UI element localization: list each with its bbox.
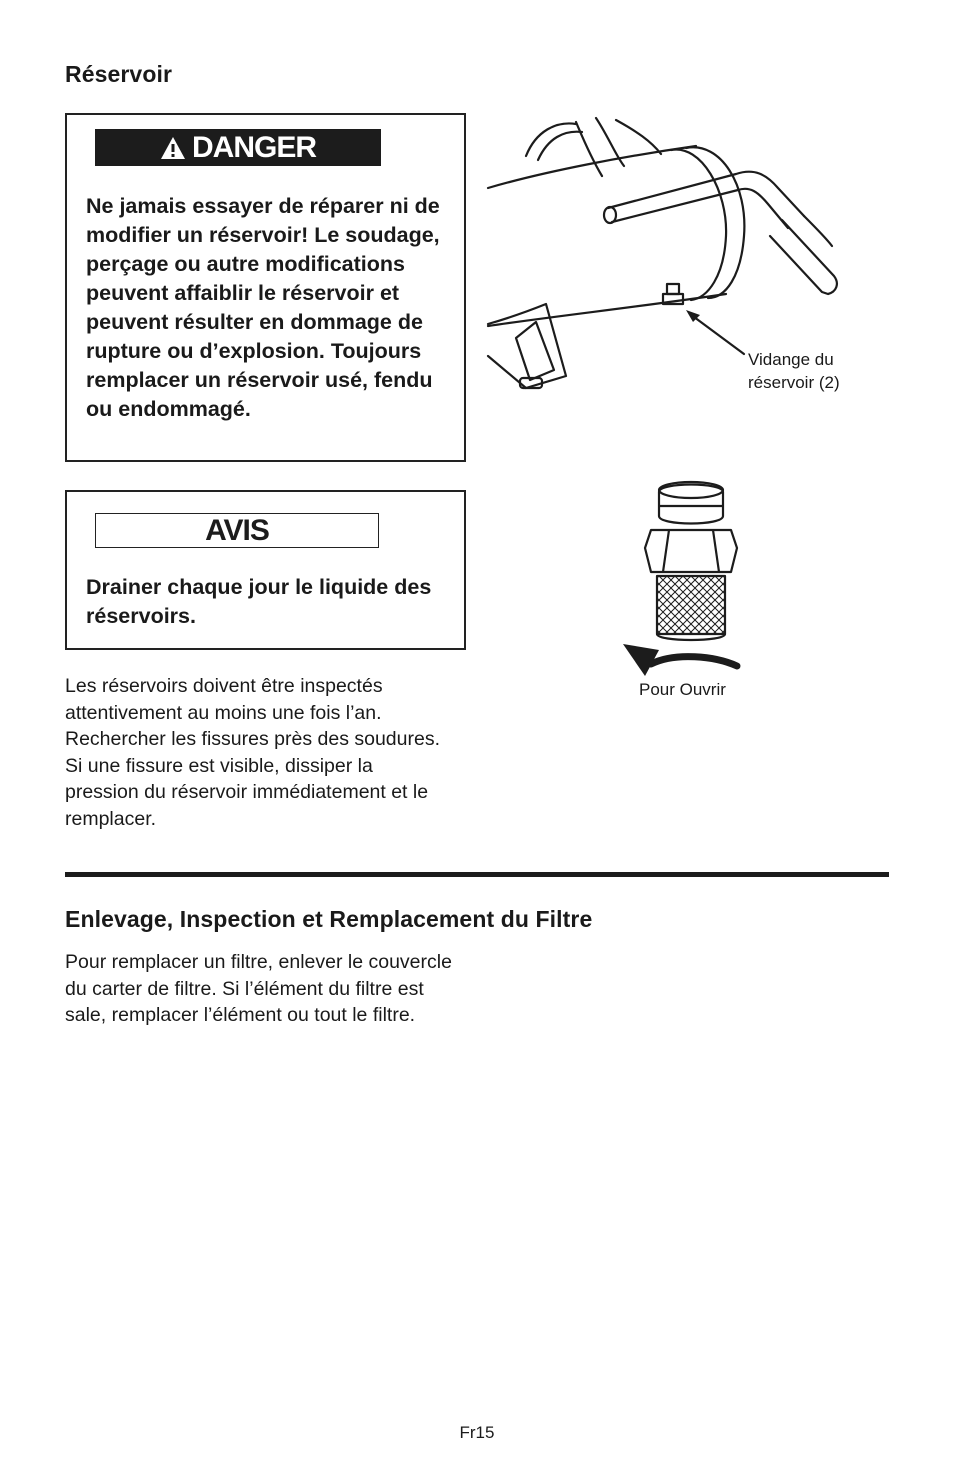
avis-text: Drainer chaque jour le liquide des réservoirs. bbox=[86, 575, 432, 628]
danger-text: Ne jamais essayer de réparer ni de modifier un réservoir! Le soudage, perçage ou autre modifications peuvent affaiblir le réservoir et peuvent résulter en dommage de rupture ou d’explosion. Toujours remplacer un réservoir usé, fendu ou endommagé. bbox=[86, 194, 440, 421]
callout-drain-label bbox=[748, 348, 840, 394]
callout-drain-line1: Vidange du bbox=[748, 350, 834, 369]
danger-box bbox=[65, 113, 466, 462]
callout-open-label: Pour Ouvrir bbox=[639, 680, 726, 699]
drain-valve-illustration bbox=[615, 476, 755, 686]
danger-label-bar bbox=[95, 129, 381, 166]
danger-label: DANGER bbox=[191, 130, 316, 164]
warning-triangle-icon bbox=[160, 136, 186, 160]
callout-drain-line2: réservoir (2) bbox=[748, 373, 840, 392]
reservoir-body-text: Les réservoirs doivent être inspectés attentivement au moins une fois l’an. Rechercher les fissures près des soudures. Si une fissure est visible, dissiper la pression du réservoir immédiatement et le remplacer. bbox=[65, 675, 441, 830]
avis-box bbox=[65, 490, 466, 650]
page-number: Fr15 bbox=[459, 1423, 495, 1442]
section-divider bbox=[65, 872, 889, 877]
section-heading-reservoir: Réservoir bbox=[65, 61, 173, 87]
section-heading-filter: Enlevage, Inspection et Remplacement du Filtre bbox=[65, 906, 593, 932]
filter-body-text: Pour remplacer un filtre, enlever le couvercle du carter de filtre. Si l’élément du filtre est sale, remplacer l’élément ou tout le filtre. bbox=[65, 951, 452, 1026]
avis-label: AVIS bbox=[205, 513, 269, 547]
avis-label-bar bbox=[95, 513, 379, 548]
